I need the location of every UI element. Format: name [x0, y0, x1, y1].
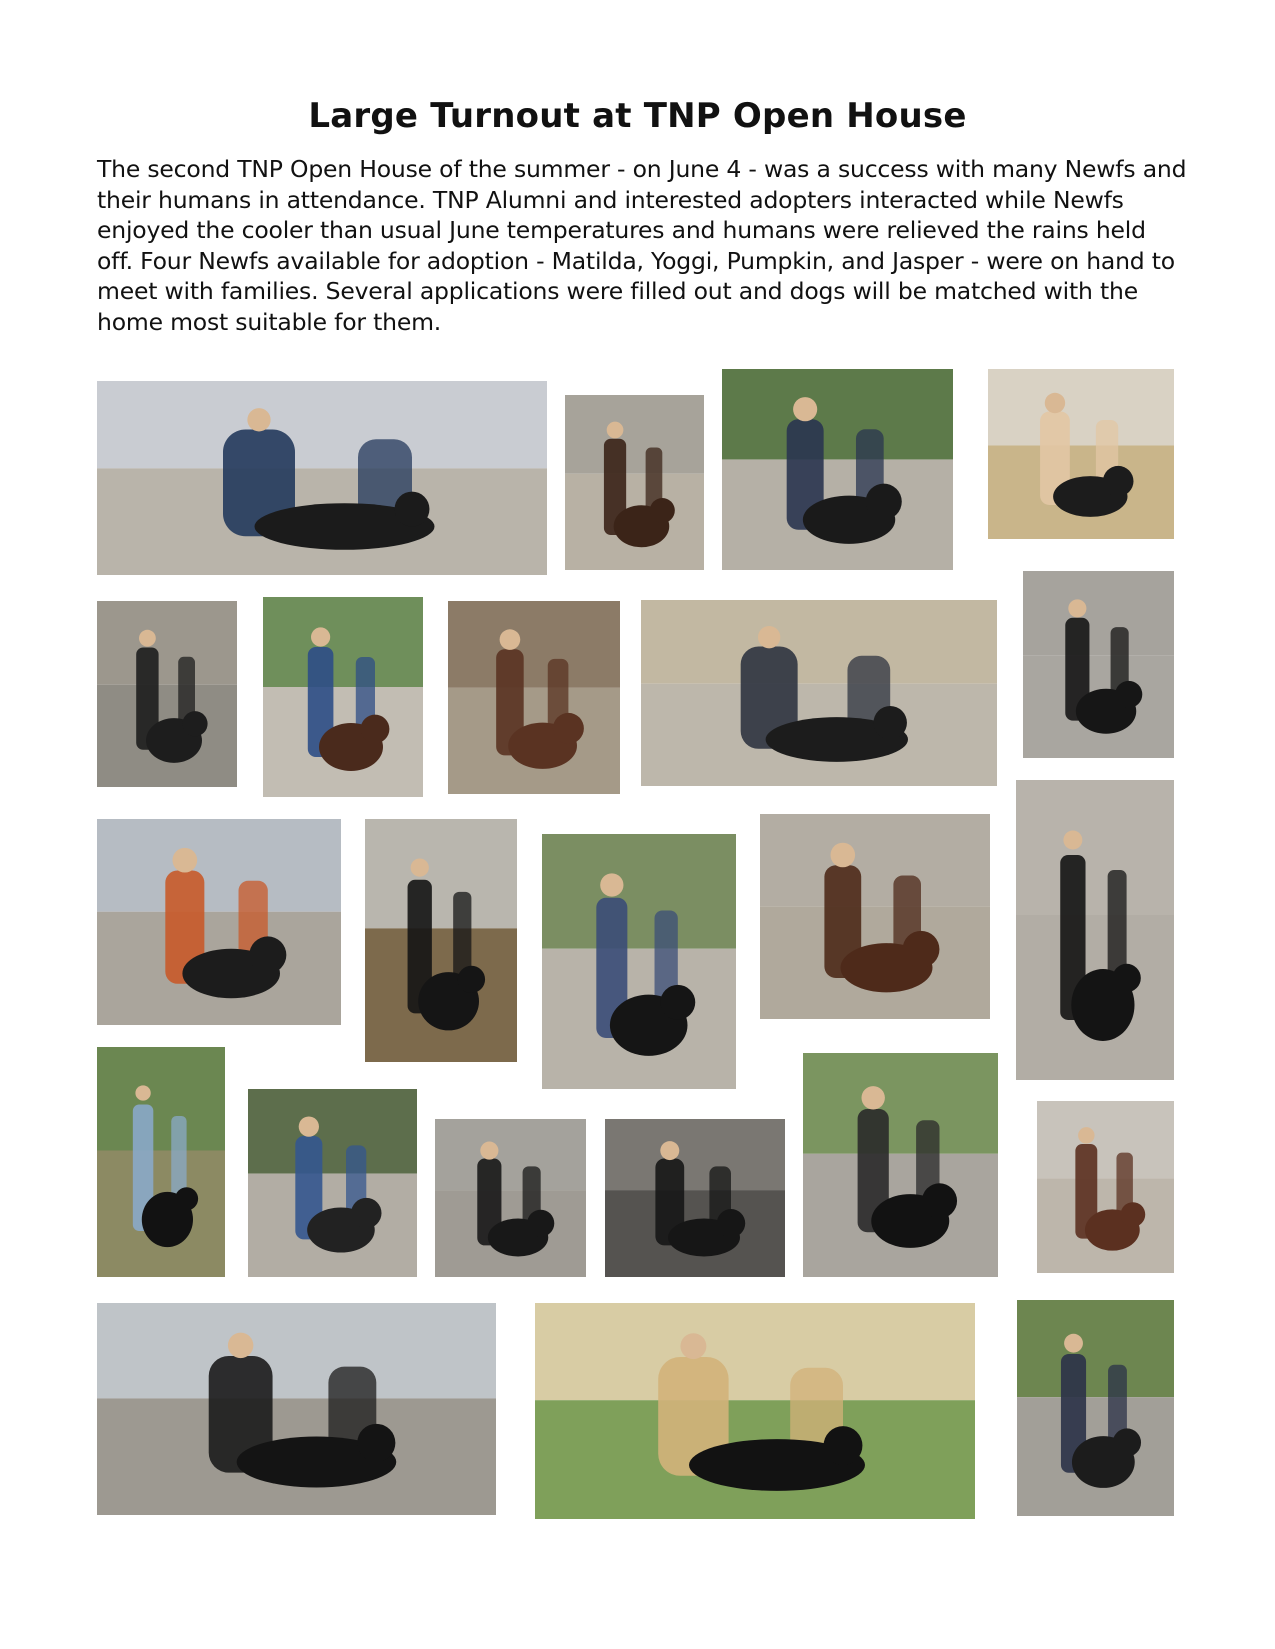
photo-landseer-sitting [1016, 780, 1174, 1080]
photo-kneeling-group [542, 834, 736, 1089]
photo-brown-newf-portrait [1037, 1101, 1174, 1273]
photo-man-leash-dog [803, 1053, 998, 1277]
photo-black-newf-face [435, 1119, 586, 1277]
photo-group-lot [97, 1303, 496, 1515]
photo-women-brown-dog [263, 597, 423, 797]
photo-tents-crowd [97, 381, 547, 575]
photo-two-women-scarf [97, 819, 341, 1025]
photo-kennel-women [248, 1089, 417, 1277]
photo-landseer-lying [97, 601, 237, 787]
photo-brown-dog-lying [760, 814, 990, 1019]
photo-barn-cat [605, 1119, 785, 1277]
photo-fence-people [722, 369, 953, 570]
photo-porch-gathering [535, 1303, 975, 1519]
photo-black-dog-bucket [1023, 571, 1174, 758]
photo-two-seated [1017, 1300, 1174, 1516]
photo-brown-newf-bucket [565, 395, 704, 570]
photo-tent-booth [641, 600, 997, 786]
photo-black-puppy [365, 819, 517, 1062]
photo-selfie-woman-dog [988, 369, 1174, 539]
photo-brown-white-closeup [448, 601, 620, 794]
photo-woman-black-newf [97, 1047, 225, 1277]
article-body: The second TNP Open House of the summer - on June 4 - was a success with many Newfs and their humans in attendance. TNP Alumni and interested adopters interacted while Newfs enjoyed the cooler than usual June temperatures and humans were relieved the rains held off. Four Newfs available for adoption - Matilda, Yoggi, Pumpkin, and Jasper - were on hand to meet with families. Several applications were filled out and dogs will be matched with the home most suitable for them. [97, 155, 1187, 336]
article-title: Large Turnout at TNP Open House [308, 96, 967, 136]
